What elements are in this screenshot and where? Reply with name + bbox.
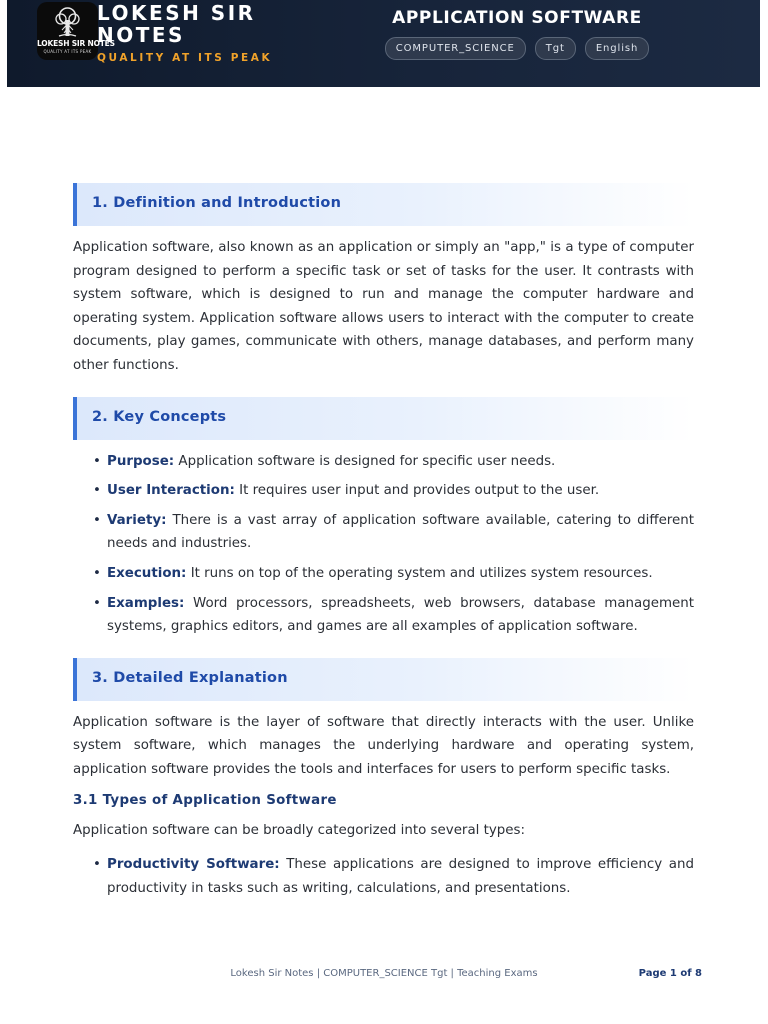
logo-subtext: QUALITY AT ITS PEAK	[43, 49, 92, 54]
brand-line-1: LOKESH SIR	[97, 1, 256, 25]
types-list	[73, 853, 694, 900]
list-item-text: There is a vast array of application software available, catering to different needs and industries.	[107, 512, 694, 552]
list-item-term: Productivity Software:	[107, 857, 280, 873]
footer-text: Lokesh Sir Notes | COMPUTER_SCIENCE Tgt | Teaching Exams	[230, 968, 538, 979]
list-item: • Execution: It runs on top of the operating system and utilizes system resources.	[93, 565, 653, 581]
page-content	[73, 183, 694, 900]
list-item-text: Application software is designed for specific user needs.	[178, 453, 556, 469]
section-heading-definition: 1. Definition and Introduction	[73, 183, 694, 226]
logo-text: LOKESH SIR NOTES	[37, 39, 115, 48]
list-item-text: It runs on top of the operating system and utilizes system resources.	[190, 565, 653, 581]
tag-level: Tgt	[535, 37, 576, 60]
list-item-term: Purpose:	[107, 453, 175, 469]
page-header	[7, 0, 760, 87]
definition-paragraph: Application software, also known as an application or simply an "app," is a type of computer program designed to perform a specific task or set of tasks for the user. It contrasts with system software, which is designed to run and manage the computer hardware and operating system. Application software allows users to interact with the computer to create documents, play games, communicate with others, manage databases, and perform many other functions.	[73, 240, 694, 373]
subsection-heading-types: 3.1 Types of Application Software	[73, 792, 337, 808]
explanation-paragraph: Application software is the layer of software that directly interacts with the user. Unlike system software, which manages the underlying hardware and operating system, application software provides the tools and interfaces for users to perform specific tasks.	[73, 714, 694, 777]
list-item-term: Variety:	[107, 512, 167, 528]
section-heading-detailed-explanation: 3. Detailed Explanation	[73, 658, 694, 701]
tag-list	[307, 37, 727, 60]
list-item: • Variety: There is a vast array of application software available, catering to different needs and industries.	[93, 512, 694, 552]
brand-line-2: NOTES	[97, 23, 185, 47]
list-item-text: It requires user input and provides output to the user.	[239, 483, 600, 499]
brand-tagline: QUALITY AT ITS PEAK	[97, 52, 273, 64]
list-item-text: These applications are designed to improve efficiency and productivity in tasks such as writing, calculations, and presentations.	[107, 857, 694, 896]
list-item: • Purpose: Application software is designed for specific user needs.	[93, 453, 556, 469]
list-item-term: Examples:	[107, 595, 185, 611]
list-item-text: Word processors, spreadsheets, web browsers, database management systems, graphics editors, and games are all examples of application software.	[107, 595, 694, 635]
list-item: • Productivity Software: These applications are designed to improve efficiency and productivity in tasks such as writing, calculations, and presentations.	[93, 857, 694, 896]
list-item: • User Interaction: It requires user input and provides output to the user.	[93, 483, 600, 499]
brand-logo	[37, 2, 115, 60]
brand-name	[97, 2, 337, 46]
page-number: Page 1 of 8	[638, 968, 702, 979]
list-item-term: User Interaction:	[107, 483, 235, 499]
key-concepts-list	[73, 450, 694, 639]
section-heading-key-concepts: 2. Key Concepts	[73, 397, 694, 440]
list-item-term: Execution:	[107, 565, 187, 581]
document-title: APPLICATION SOFTWARE	[392, 8, 642, 28]
list-item: • Examples: Word processors, spreadsheets, web browsers, database management systems, graphics editors, and games are all examples of application software.	[93, 595, 694, 635]
tag-subject: COMPUTER_SCIENCE	[385, 37, 526, 60]
tag-language: English	[585, 37, 649, 60]
types-intro-paragraph: Application software can be broadly categorized into several types:	[73, 822, 526, 838]
